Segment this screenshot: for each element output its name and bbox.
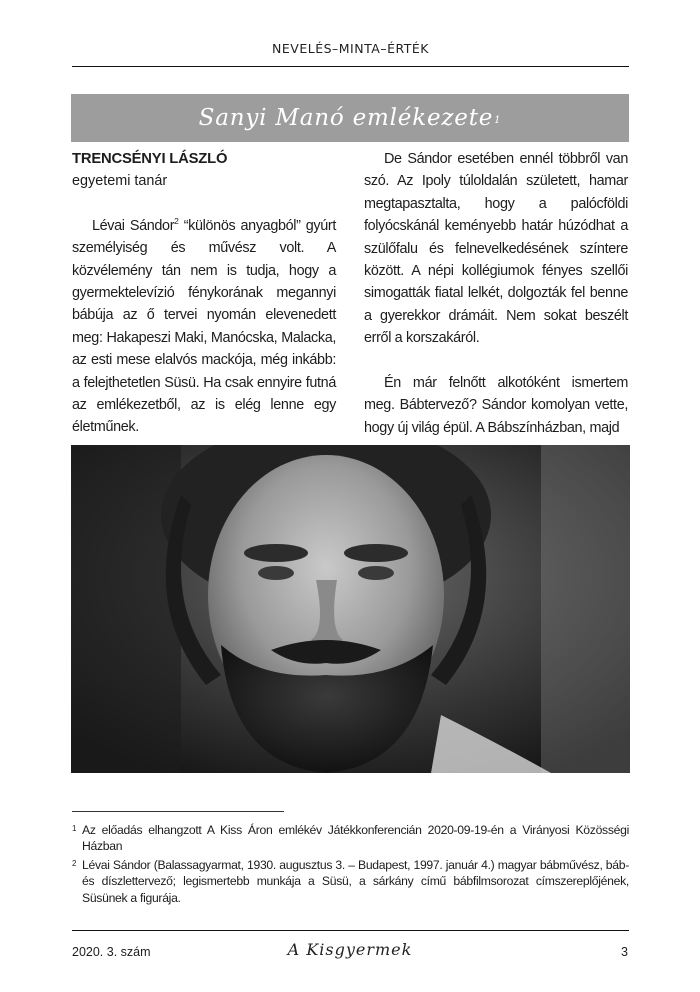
footnote xyxy=(72,857,629,906)
footnotes xyxy=(72,822,629,906)
running-head: NEVELÉS–MINTA–ÉRTÉK xyxy=(272,41,429,56)
footnote-text: Az előadás elhangzott A Kiss Áron emlékév Játékkonferencián 2020-09-19-én a Virányosi Közösségi Házban xyxy=(82,823,629,854)
title-footnote-ref: 1 xyxy=(494,114,502,126)
journal-name: A Kisgyermek xyxy=(287,940,413,959)
author-name: TRENCSÉNYI LÁSZLÓ xyxy=(72,151,228,167)
paragraph-text: “különös anyagból” gyúrt személyiség és művész volt. A közvélemény tán nem is tudja, hogy a gyermektelevízió fénykorának megannyi bábúja az ő tervei nyomán elevenedett meg: Hakapeszi Maki, Manócska, Malacka, az esti mese elalvós mackója, még inkább: a felejthetetlen Süsü. Ha csak ennyire futná az emlékezetből, az is elég lenne egy életműnek. xyxy=(72,217,336,436)
body-paragraph xyxy=(72,215,336,439)
footnote xyxy=(72,822,629,855)
footnote-number: 1 xyxy=(72,824,77,833)
right-column xyxy=(364,148,628,439)
footnote-ref: 2 xyxy=(174,216,179,227)
footnote-text: Lévai Sándor (Balassagyarmat, 1930. augusztus 3. – Budapest, 1997. január 4.) magyar bábművész, báb- és díszlettervező; legismertebb munkája a Süsü, a sárkány című bábfilmsorozat címszereplőjének, Süsünek a figurája. xyxy=(82,857,629,905)
header-rule xyxy=(72,66,629,67)
article-title-band xyxy=(71,94,629,142)
footnote-rule xyxy=(72,811,284,812)
page-number: 3 xyxy=(621,945,628,959)
paragraph-text: Lévai Sándor xyxy=(92,217,175,234)
portrait-image xyxy=(71,445,630,773)
author-role: egyetemi tanár xyxy=(72,173,168,190)
left-column xyxy=(72,148,336,439)
portrait-photo xyxy=(71,445,630,773)
issue-label: 2020. 3. szám xyxy=(72,945,151,959)
footnote-number: 2 xyxy=(72,858,77,868)
footer-rule xyxy=(72,930,629,931)
article-title: Sanyi Manó emlékezete xyxy=(198,105,494,131)
body-paragraph: De Sándor esetében ennél többről van szó. Az Ipoly túloldalán született, hamar megtapasztalta, hogy a palócföldi folyócskánál keményebb határ húzódhat a szülőfalu és felnevelkedésének színtere között. A népi kollégiumok fényes szellői simogatták fiatal lelkét, dolgozták fel benne a gyerekkor drámáit. Nem sokat beszélt erről a korszakáról. xyxy=(364,151,628,347)
body-paragraph: Én már felnőtt alkotóként ismertem meg. Bábtervező? Sándor komolyan vette, hogy új világ épül. A Bábszínházban, majd xyxy=(364,375,628,436)
